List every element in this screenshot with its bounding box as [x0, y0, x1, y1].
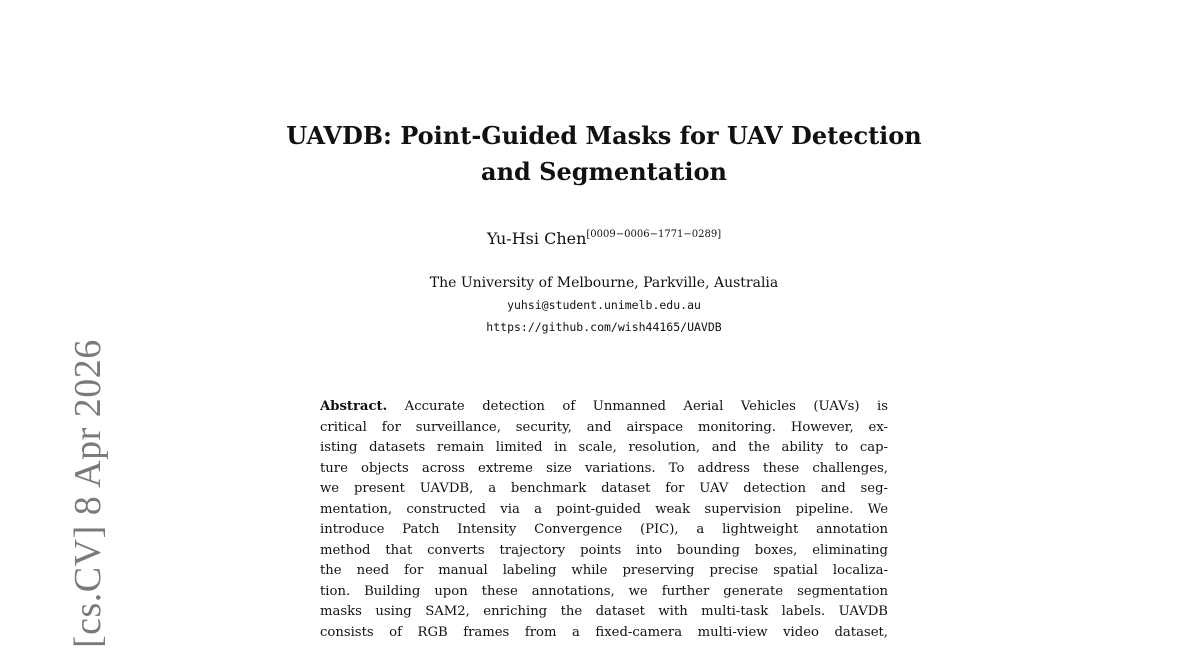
paper-title: [0, 118, 1200, 190]
abstract-line: isting datasets remain limited in scale, resolution, and the ability to cap-: [320, 440, 888, 455]
author-block: [0, 228, 1200, 250]
abstract-line: we present UAVDB, a benchmark dataset for UAV detection and seg-: [320, 481, 888, 496]
abstract-line: introduce Patch Intensity Convergence (PIC), a lightweight annotation: [320, 522, 888, 537]
abstract-line: the need for manual labeling while preserving precise spatial localiza-: [320, 563, 888, 578]
abstract-line: mentation, constructed via a point-guided weak supervision pipeline. We: [320, 501, 888, 517]
abstract-line: tion. Building upon these annotations, we further generate segmentation: [320, 583, 888, 599]
abstract-line: masks using SAM2, enriching the dataset with multi-task labels. UAVDB: [320, 604, 888, 619]
abstract-line: consists of RGB frames from a fixed-camera multi-view video dataset,: [320, 624, 888, 640]
affiliation-email[interactable]: yuhsi@student.unimelb.edu.au: [507, 298, 701, 312]
author-orcid: [0009−0006−1771−0289]: [586, 229, 722, 240]
abstract-line: [320, 397, 888, 418]
paper-title-line-1: UAVDB: Point-Guided Masks for UAV Detection: [286, 121, 922, 150]
abstract-label: Abstract.: [320, 399, 388, 414]
paper-title-line-2: and Segmentation: [481, 157, 727, 186]
abstract-line: critical for surveillance, security, and airspace monitoring. However, ex-: [320, 419, 888, 435]
affiliation-institution: The University of Melbourne, Parkville, Australia: [429, 275, 779, 291]
author-name: Yu-Hsi Chen: [486, 229, 587, 248]
abstract-line: method that converts trajectory points into bounding boxes, eliminating: [320, 542, 888, 558]
affiliation-url[interactable]: https://github.com/wish44165/UAVDB: [486, 320, 722, 334]
abstract-line: ture objects across extreme size variations. To address these challenges,: [320, 460, 888, 476]
affiliation-block: [0, 272, 1200, 338]
arxiv-sidebar-stamp: [cs.CV] 8 Apr 2026: [67, 339, 109, 648]
abstract: [320, 397, 888, 643]
abstract-line-text: Accurate detection of Unmanned Aerial Vehicles (UAVs) is: [387, 399, 888, 414]
